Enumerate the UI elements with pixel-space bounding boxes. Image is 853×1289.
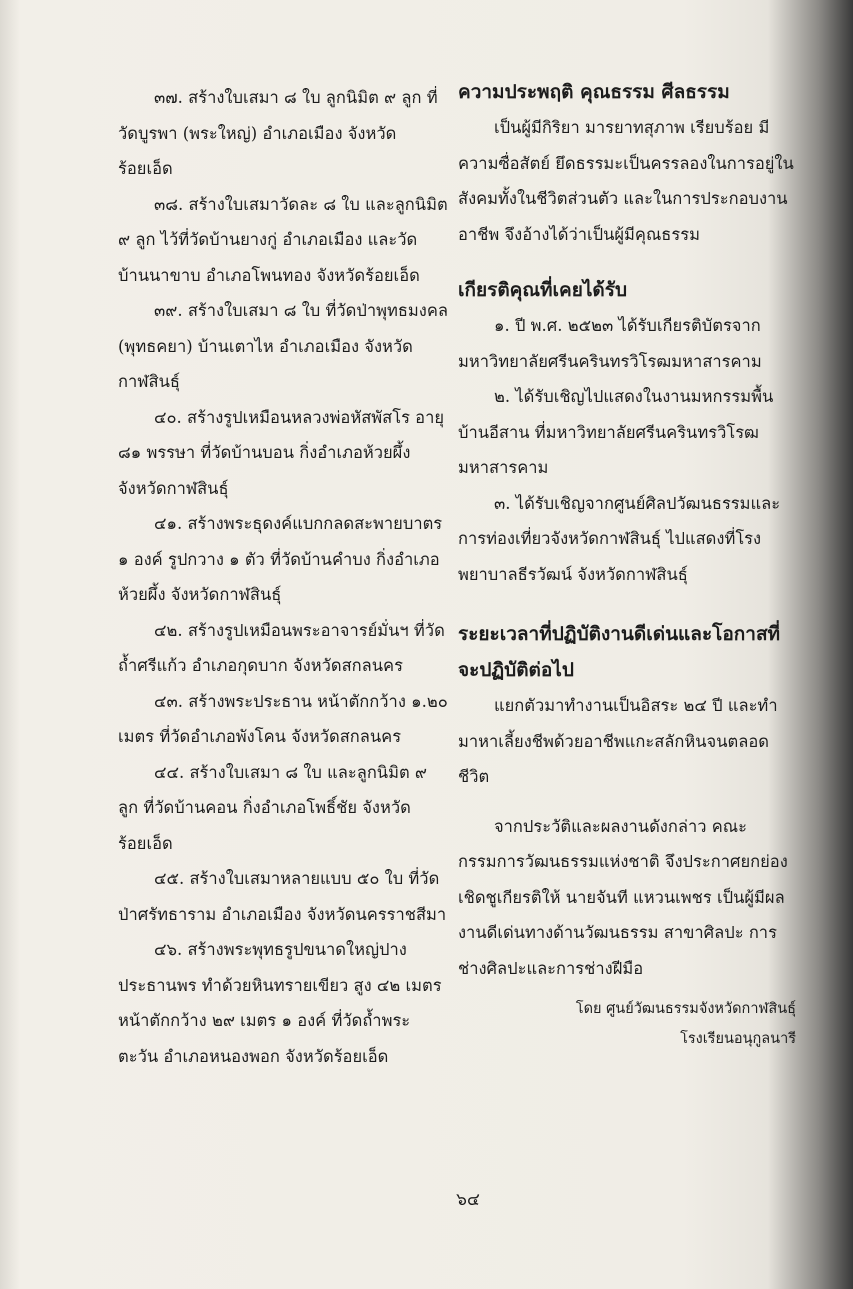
credit-block (458, 994, 796, 1054)
list-item: ๓๙. สร้างใบเสมา ๘ ใบ ที่วัดป่าพุทธมงคล (พุทธคยา) บ้านเตาไห อำเภอเมือง จังหวัดกาฬสินธุ์ (118, 301, 448, 391)
conduct-paragraph: เป็นผู้มีกิริยา มารยาทสุภาพ เรียบร้อย มีความซื่อสัตย์ ยึดธรรมะเป็นครรลองในการอยู่ในสังคมทั้งในชีวิตส่วนตัว และในการประกอบงานอาชีพ จึงอ้างได้ว่าเป็นผู้มีคุณธรรม (458, 118, 794, 244)
list-item: ๔๓. สร้างพระประธาน หน้าตักกว้าง ๑.๒๐ เมตร ที่วัดอำเภอพังโคน จังหวัดสกลนคร (118, 691, 448, 746)
list-item: ๔๖. สร้างพระพุทธรูปขนาดใหญ่ปางประธานพร ทำด้วยหินทรายเขียว สูง ๔๒ เมตร หน้าตักกว้าง ๒๙ เมตร ๑ องค์ ที่วัดถ้ำพระตะวัน อำเภอหนองพอก จังหวัดร้อยเอ็ด (118, 940, 442, 1066)
page-shadow (0, 0, 20, 1289)
credit-line: โดย ศูนย์วัฒนธรรมจังหวัดกาฬสินธุ์ (575, 1001, 796, 1017)
list-item: ๔๒. สร้างรูปเหมือนพระอาจารย์มั่นฯ ที่วัดถ้ำศรีแก้ว อำเภอกุดบาก จังหวัดสกลนคร (118, 620, 445, 675)
list-item: ๔๕. สร้างใบเสมาหลายแบบ ๕๐ ใบ ที่วัดป่าศรัทธาราม อำเภอเมือง จังหวัดนครราชสีมา (118, 869, 447, 924)
credit-line: โรงเรียนอนุกูลนารี (680, 1031, 796, 1047)
right-column (458, 74, 796, 1054)
heading-period: ระยะเวลาที่ปฏิบัติงานดีเด่นและโอกาสที่จะปฏิบัติต่อไป (458, 623, 781, 681)
list-item: ๔๑. สร้างพระธุดงค์แบกกลดสะพายบาตร ๑ องค์ รูปกวาง ๑ ตัว ที่วัดบ้านคำบง กิ่งอำเภอห้วยผึ้ง จังหวัดกาฬสินธุ์ (118, 514, 443, 604)
honor-item: ๑. ปี พ.ศ. ๒๕๒๓ ได้รับเกียรติบัตรจากมหาวิทยาลัยศรีนครินทรวิโรฒมหาสารคาม (458, 316, 762, 371)
list-item: ๔๐. สร้างรูปเหมือนหลวงพ่อหัสพัสโร อายุ ๘๑ พรรษา ที่วัดบ้านบอน กิ่งอำเภอห้วยผึ้ง จังหวัดกาฬสินธุ์ (118, 407, 445, 498)
honor-item: ๓. ได้รับเชิญจากศูนย์ศิลปวัฒนธรรมและการท่องเที่ยวจังหวัดกาฬสินธุ์ ไปแสดงที่โรงพยาบาลธีรวัฒน์ จังหวัดกาฬสินธุ์ (458, 493, 781, 584)
list-item: ๔๔. สร้างใบเสมา ๘ ใบ และลูกนิมิต ๙ ลูก ที่วัดบ้านคอน กิ่งอำเภอโพธิ์ชัย จังหวัดร้อยเอ็ด (118, 762, 428, 853)
heading-honors: เกียรติคุณที่เคยได้รับ (458, 279, 628, 301)
list-item: ๓๘. สร้างใบเสมาวัดละ ๘ ใบ และลูกนิมิต ๙ ลูก ไว้ที่วัดบ้านยางกู่ อำเภอเมือง และวัดบ้านนาขาบ อำเภอโพนทอง จังหวัดร้อยเอ็ด (118, 194, 448, 285)
list-item: ๓๗. สร้างใบเสมา ๘ ใบ ลูกนิมิต ๙ ลูก ที่วัดบูรพา (พระใหญ่) อำเภอเมือง จังหวัดร้อยเอ็ด (118, 88, 438, 178)
heading-conduct: ความประพฤติ คุณธรรม ศีลธรรม (458, 81, 730, 103)
left-column (118, 80, 448, 1074)
period-paragraph: แยกตัวมาทำงานเป็นอิสระ ๒๔ ปี และทำมาหาเลี้ยงชีพด้วยอาชีพแกะสลักหินจนตลอดชีวิต (458, 696, 778, 786)
conclusion-paragraph: จากประวัติและผลงานดังกล่าว คณะกรรมการวัฒนธรรมแห่งชาติ จึงประกาศยกย่องเชิดชูเกียรติให้ นายจันที แหวนเพชร เป็นผู้มีผลงานดีเด่นทางด้านวัฒนธรรม สาขาศิลปะ การช่างศิลปะและการช่างฝีมือ (458, 816, 788, 978)
honor-item: ๒. ได้รับเชิญไปแสดงในงานมหกรรมพื้นบ้านอีสาน ที่มหาวิทยาลัยศรีนครินทรวิโรฒมหาสารคาม (458, 387, 774, 477)
page-number: ๖๔ (456, 1190, 480, 1210)
